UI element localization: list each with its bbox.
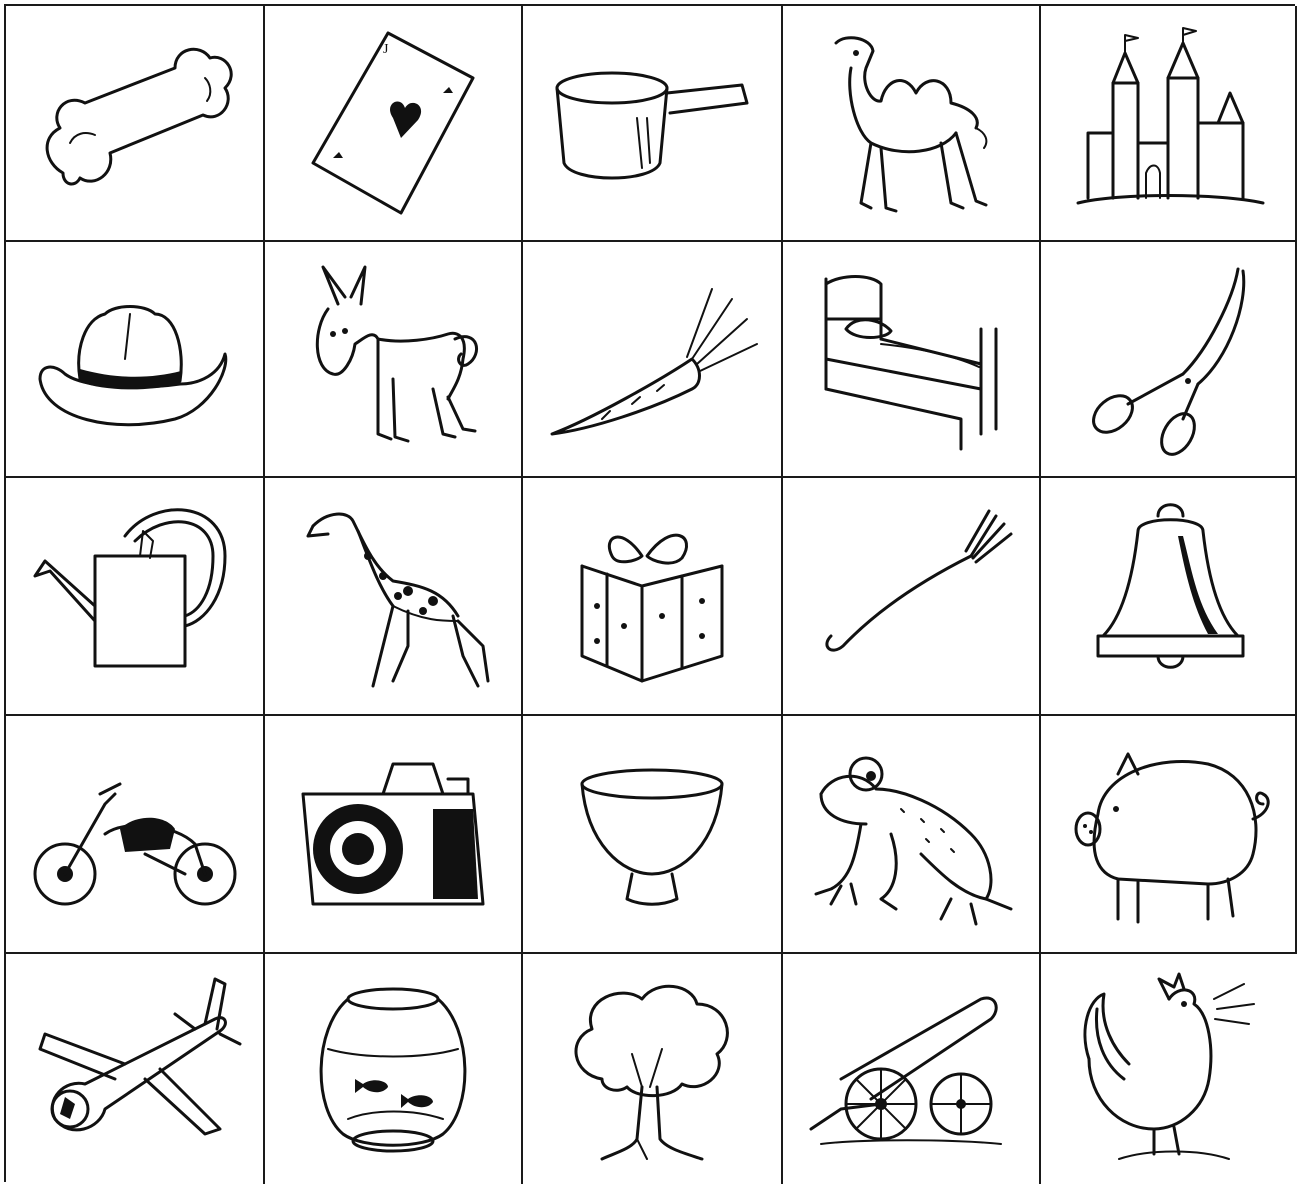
pig-icon [1058,734,1278,934]
cell-donkey [265,242,523,478]
cell-camera [265,716,523,954]
cell-rooster [1041,954,1297,1184]
cell-cannon [783,954,1041,1184]
airplane-icon [25,969,245,1169]
cell-motorcycle [6,716,265,954]
gift-box-icon [542,496,762,696]
cell-camel [783,6,1041,242]
cell-playing-card [265,6,523,242]
cell-giraffe [265,478,523,716]
donkey-icon [283,259,503,459]
cell-hat [6,242,265,478]
cell-scissors [1041,242,1297,478]
cell-bed [783,242,1041,478]
hat-icon [25,259,245,459]
svg-text:J: J [383,42,389,57]
giraffe-icon [283,496,503,696]
cell-airplane [6,954,265,1184]
fork-icon [801,496,1021,696]
bone-icon [25,23,245,223]
cell-carrot [523,242,783,478]
cell-bone [6,6,265,242]
cell-watering-can [6,478,265,716]
watering-can-icon [25,496,245,696]
camera-icon [283,734,503,934]
cell-bell [1041,478,1297,716]
carrot-icon [542,259,762,459]
castle-icon [1058,23,1278,223]
bowl-icon [542,734,762,934]
cannon-icon [801,969,1021,1169]
scissors-icon [1058,259,1278,459]
cell-saucepan [523,6,783,242]
cell-fishbowl [265,954,523,1184]
picture-grid [4,4,1295,1182]
cell-tree [523,954,783,1184]
rooster-icon [1059,969,1279,1169]
motorcycle-icon [25,734,245,934]
frog-icon [801,734,1021,934]
camel-icon [801,23,1021,223]
cell-fork [783,478,1041,716]
bell-icon [1058,496,1278,696]
tree-icon [542,969,762,1169]
cell-pig [1041,716,1297,954]
cell-frog [783,716,1041,954]
playing-card-icon [283,23,503,223]
fishbowl-icon [283,969,503,1169]
cell-bowl [523,716,783,954]
cell-castle [1041,6,1297,242]
saucepan-icon [542,23,762,223]
bed-icon [801,259,1021,459]
cell-gift-box [523,478,783,716]
